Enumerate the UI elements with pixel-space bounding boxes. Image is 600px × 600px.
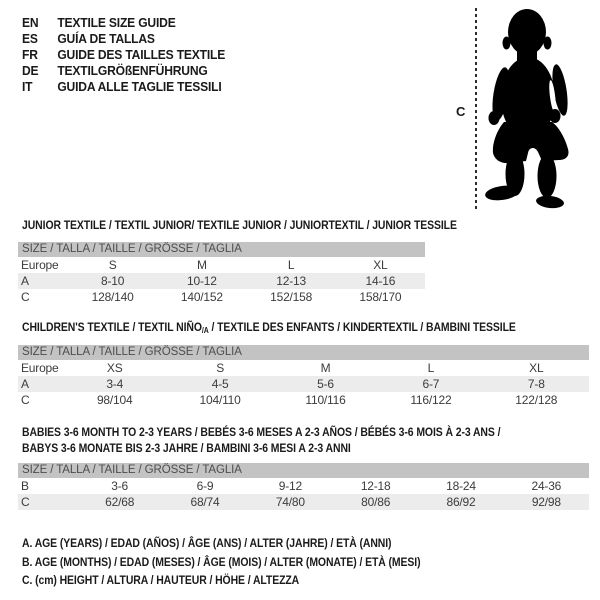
cell: 86/92 [446,495,476,509]
section-title-children [22,320,516,339]
row-label: C [21,290,30,304]
size-columns-row [18,257,425,273]
row-label: A [21,377,29,391]
cell: 10-12 [187,274,217,288]
region-label: Europe [21,258,59,272]
size-column-header: L [287,258,295,272]
cell: 122/128 [515,393,558,407]
cell: 140/152 [180,290,223,304]
language-row [22,15,225,31]
size-column-header: XL [529,361,544,375]
junior-size-table [18,242,425,305]
language-code: ES [22,31,38,46]
row-label: A [21,274,29,288]
table-row [18,273,425,289]
section-title-children-prefix: CHILDREN'S TEXTILE / TEXTIL NIÑO [22,320,202,334]
size-column-header: M [320,361,331,375]
legend-line: C. (cm) HEIGHT / ALTURA / HAUTEUR / HÖHE / ALTEZZA [22,573,300,587]
cell: 98/104 [96,393,133,407]
section-title-babies-line1: BABIES 3-6 MONTH TO 2-3 YEARS / BEBÉS 3-6 MESES A 2-3 AÑOS / BÉBÉS 3-6 MOIS À 2-3 ANS / [22,425,501,439]
language-title: TEXTILE SIZE GUIDE [57,15,176,30]
cell: 74/80 [275,495,305,509]
cell: 24-36 [531,479,562,493]
section-title-babies-line2: BABYS 3-6 MONATE BIS 2-3 JAHRE / BAMBINI 3-6 MESI A 2-3 ANNI [22,440,351,455]
cell: 5-6 [317,377,334,391]
size-column-header: M [196,258,207,272]
language-code: DE [22,63,39,78]
cell: 104/110 [199,393,241,407]
language-code: EN [22,15,39,30]
height-measure-line [475,8,477,210]
language-title: GUIDA ALLE TAGLIE TESSILI [57,79,222,94]
size-header-bar: SIZE / TALLA / TAILLE / GRÖSSE / TAGLIA [18,345,589,360]
height-measure-label: C [456,104,466,119]
region-label: Europe [21,361,59,375]
size-column-header: XS [106,361,123,375]
table-row [18,392,589,408]
size-columns-row [18,360,589,376]
language-row [22,47,225,63]
section-title-babies [22,425,500,456]
cell: 3-6 [111,479,129,493]
row-label: C [21,393,30,407]
cell: 14-16 [365,274,396,288]
cell: 12-18 [360,479,391,493]
cell: 6-7 [422,377,440,391]
cell: 12-13 [276,274,306,288]
babies-size-table [18,463,589,510]
language-code: IT [22,79,33,94]
size-column-header: XL [373,258,388,272]
section-title-junior: JUNIOR TEXTILE / TEXTIL JUNIOR/ TEXTILE JUNIOR / JUNIORTEXTIL / JUNIOR TESSILE [22,218,457,232]
section-title-children-suffix: / TEXTILE DES ENFANTS / KINDERTEXTIL / BAMBINI TESSILE [208,320,516,334]
table-row [18,376,589,392]
cell: 158/170 [359,290,402,304]
cell: 92/98 [531,495,561,509]
legend [22,534,420,590]
cell: 68/74 [190,495,220,509]
language-title: GUÍA DE TALLAS [57,31,155,46]
cell: 7-8 [527,377,545,391]
cell: 62/68 [105,495,135,509]
legend-line: B. AGE (MONTHS) / EDAD (MESES) / ÂGE (MOIS) / ALTER (MONATE) / ETÀ (MESI) [22,554,421,569]
cell: 80/86 [361,495,391,509]
row-label: B [21,479,29,493]
table-row [18,494,589,510]
cell: 152/158 [270,290,313,304]
legend-line: A. AGE (YEARS) / EDAD (AÑOS) / ÂGE (ANS) / ALTER (JAHRE) / ETÀ (ANNI) [22,536,392,550]
language-row [22,31,225,47]
baby-silhouette-icon [478,4,600,212]
language-row [22,63,225,79]
language-row [22,79,225,95]
size-header-bar: SIZE / TALLA / TAILLE / GRÖSSE / TAGLIA [18,463,589,478]
row-label: C [21,495,30,509]
language-title: GUIDE DES TAILLES TEXTILE [57,47,226,62]
cell: 116/122 [410,393,452,407]
cell: 9-12 [278,479,302,493]
cell: 128/140 [91,290,134,304]
cell: 110/116 [305,393,346,407]
size-header-bar: SIZE / TALLA / TAILLE / GRÖSSE / TAGLIA [18,242,425,257]
language-list [22,15,225,95]
cell: 4-5 [211,377,229,391]
size-column-header: S [108,258,117,272]
language-title: TEXTILGRÖßENFÜHRUNG [57,63,208,78]
children-size-table [18,345,589,408]
cell: 8-10 [101,274,125,288]
table-row [18,289,425,305]
cell: 6-9 [196,479,214,493]
cell: 3-4 [106,377,124,391]
size-column-header: S [216,361,224,375]
language-code: FR [22,47,38,62]
section-title-children-subscript: /A [201,326,209,335]
table-row [18,478,589,494]
cell: 18-24 [446,479,476,493]
size-column-header: L [427,361,435,375]
